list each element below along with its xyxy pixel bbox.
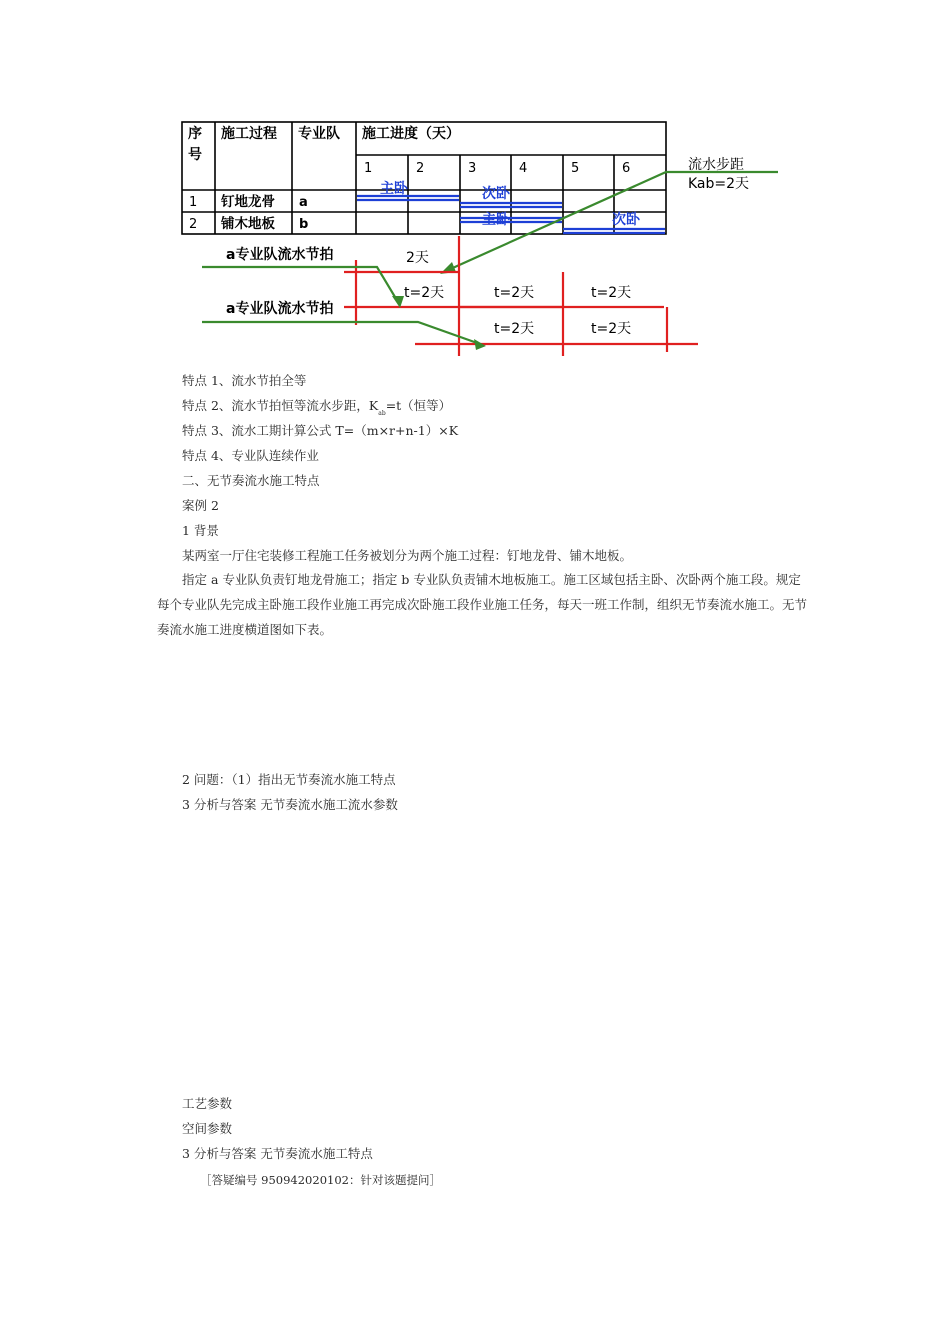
header-team: 专业队 <box>298 126 340 142</box>
step-label-line2: Kab=2天 <box>688 176 750 192</box>
question-line: 2 问题：（1）指出无节奏流水施工特点 <box>182 772 396 787</box>
t-label-4: t=2天 <box>494 321 535 337</box>
feature-2-post: =t（恒等） <box>385 398 452 413</box>
header-seq-1: 序 <box>188 126 202 142</box>
t-label-5: t=2天 <box>591 321 632 337</box>
row2-seq: 2 <box>189 217 198 232</box>
day-2: 2 <box>416 161 425 176</box>
feature-2-pre: 特点 2、流水节拍恒等流水步距，K <box>182 398 379 413</box>
feature-1: 特点 1、流水节拍全等 <box>182 373 307 388</box>
background-paragraph-2 <box>157 567 807 642</box>
header-process: 施工过程 <box>221 126 277 142</box>
row2-team: b <box>299 217 309 232</box>
header-progress: 施工进度（天） <box>362 126 460 142</box>
beat-label-bottom: a专业队流水节拍 <box>226 301 334 317</box>
t-label-3: t=2天 <box>591 285 632 301</box>
space-params: 空间参数 <box>182 1121 233 1136</box>
background-heading: 1 背景 <box>182 523 219 538</box>
background-paragraph-1: 某两室一厅住宅装修工程施工任务被划分为两个施工过程：钉地龙骨、铺木地板。 <box>182 548 633 563</box>
day-6: 6 <box>622 161 631 176</box>
flow-schedule-diagram <box>0 0 950 370</box>
header-seq-2: 号 <box>188 147 202 163</box>
section-2-heading: 二、无节奏流水施工特点 <box>182 473 320 488</box>
answer-params-line: 3 分析与答案 无节奏流水施工流水参数 <box>182 797 398 812</box>
feature-3: 特点 3、流水工期计算公式 T=（m×r+n-1）×K <box>182 423 459 438</box>
row2-process: 铺木地板 <box>221 216 275 232</box>
t-label-2: t=2天 <box>494 285 535 301</box>
t-label-1: t=2天 <box>404 285 445 301</box>
process-params: 工艺参数 <box>182 1096 233 1111</box>
day-4: 4 <box>519 161 528 176</box>
beat-label-top: a专业队流水节拍 <box>226 247 334 263</box>
row1-process: 钉地龙骨 <box>221 194 275 210</box>
feature-2-sub: ab <box>378 410 386 417</box>
day-1: 1 <box>364 161 373 176</box>
answer-features-line: 3 分析与答案 无节奏流水施工特点 <box>182 1146 373 1161</box>
bar-label-second-a: 次卧 <box>482 186 510 202</box>
feature-2 <box>182 398 451 422</box>
step-label-line1: 流水步距 <box>688 157 744 173</box>
bar-label-main-a: 主卧 <box>380 181 408 197</box>
case-2-title: 案例 2 <box>182 498 219 513</box>
two-days-label: 2天 <box>406 250 429 266</box>
feature-4: 特点 4、专业队连续作业 <box>182 448 319 463</box>
qa-reference-link[interactable]: ［答疑编号 950942020102：针对该题提问］ <box>200 1173 441 1187</box>
bar-label-main-b: 主卧 <box>482 212 510 228</box>
background-paragraph-2-text: 指定 a 专业队负责钉地龙骨施工；指定 b 专业队负责铺木地板施工。施工区域包括主卧、次卧两个施工段。规定每个专业队先完成主卧施工段作业施工再完成次卧施工段作业施工任务，每天一班工作制，组织无节奏流水施工。无节奏流水施工进度横道图如下表。 <box>157 572 808 637</box>
day-3: 3 <box>468 161 477 176</box>
row1-team: a <box>299 195 308 210</box>
row1-seq: 1 <box>189 195 198 210</box>
day-5: 5 <box>571 161 580 176</box>
bar-label-second-b: 次卧 <box>612 212 640 228</box>
